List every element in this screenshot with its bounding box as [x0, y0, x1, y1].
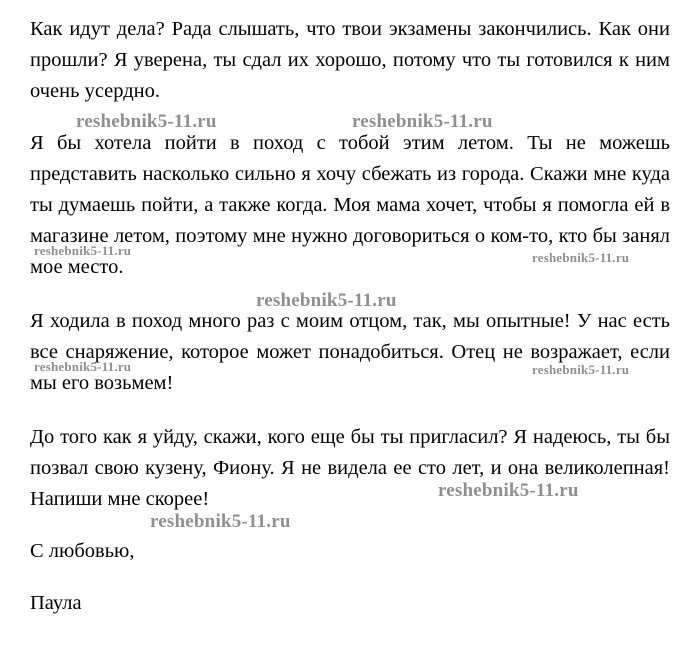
watermark: reshebnik5-11.ru: [150, 511, 291, 532]
watermark: reshebnik5-11.ru: [256, 290, 397, 311]
watermark: reshebnik5-11.ru: [76, 111, 217, 132]
signature: Паула: [30, 592, 82, 614]
paragraph-2: Я бы хотела пойти в поход с тобой этим летом. Ты не можешь представить насколько сильно я хочу сбежать из города. Скажи мне куда ты думаешь пойти, а также когда. Моя мама хочет, чтобы я помогла ей в магазине летом, поэтому мне нужно договориться о ком-то, кто бы занял мое место.: [30, 132, 670, 278]
watermark: reshebnik5-11.ru: [352, 111, 493, 132]
watermark: reshebnik5-11.ru: [34, 359, 132, 374]
watermark: reshebnik5-11.ru: [532, 250, 630, 265]
watermark: reshebnik5-11.ru: [34, 243, 132, 258]
paragraph-1: Как идут дела? Рада слышать, что твои экзамены закончились. Как они прошли? Я уверена, ты сдал их хорошо, потому что ты готовился к ним очень усердно.: [30, 18, 670, 102]
paragraph-4: До того как я уйду, скажи, кого еще бы ты пригласил? Я надеюсь, ты бы позвал свою кузену, Фиону. Я не видела ее сто лет, и она великолепная! Напиши мне скорее!: [30, 426, 670, 510]
paragraph-3: Я ходила в поход много раз с моим отцом, так, мы опытные! У нас есть все снаряжение, которое может понадобиться. Отец не возражает, если мы его возьмем!: [30, 310, 670, 394]
watermark: reshebnik5-11.ru: [532, 362, 630, 377]
watermark: reshebnik5-11.ru: [438, 480, 579, 501]
closing-line: С любовью,: [30, 540, 135, 562]
